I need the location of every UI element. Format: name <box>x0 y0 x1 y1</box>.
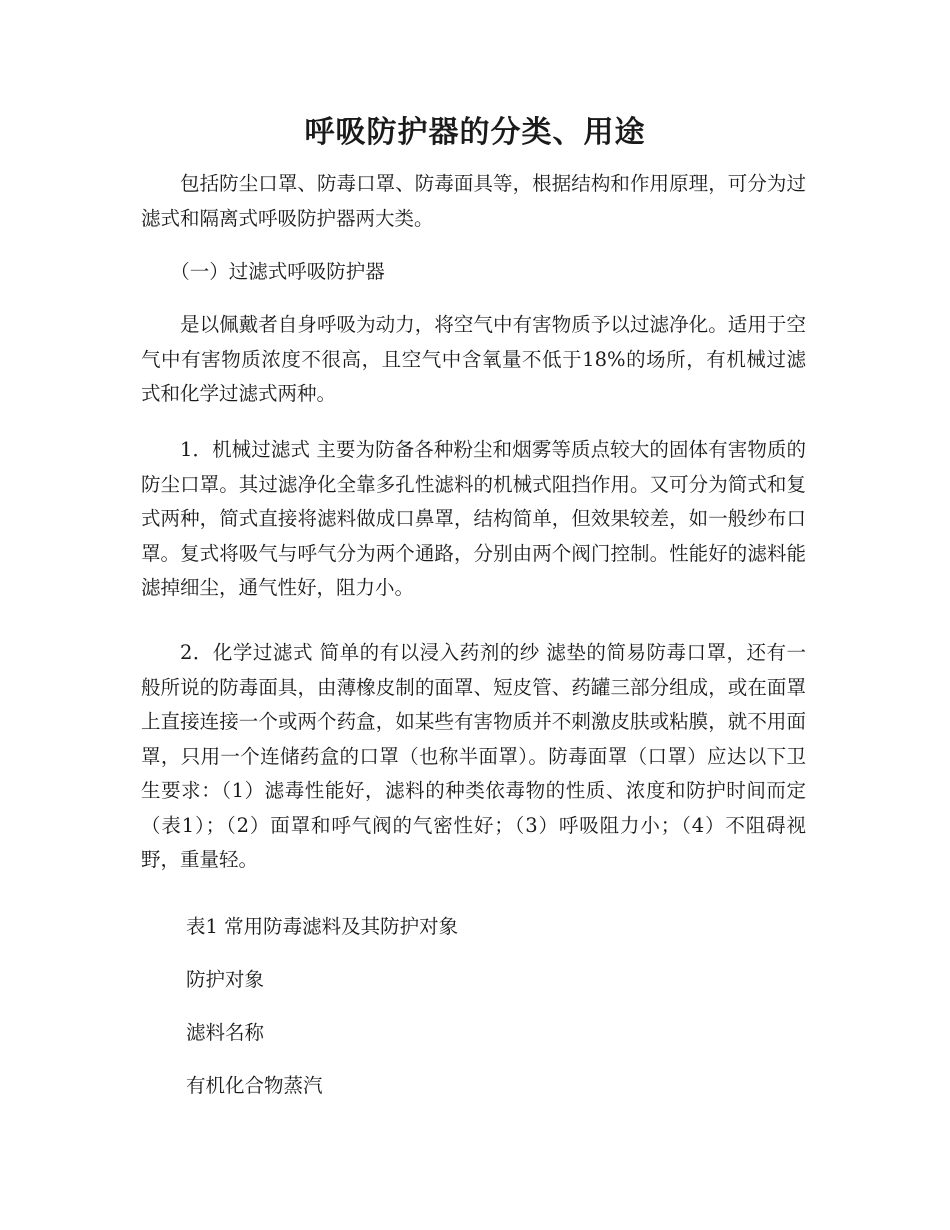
table-header-protection-target: 防护对象 <box>186 968 265 991</box>
item-mechanical-filter: 1．机械过滤式 主要为防备各种粉尘和烟雾等质点较大的固体有害物质的防尘口罩。其过滤净化全靠多孔性滤料的机械式阻挡作用。又可分为简式和复式两种，简式直接将滤料做成口鼻罩，结构简单，但效果较差，如一般纱布口罩。复式将吸气与呼气分为两个通路，分别由两个阀门控制。性能好的滤料能滤掉细尘，通气性好，阻力小。 <box>141 438 806 599</box>
table-header-filter-name: 滤料名称 <box>186 1021 265 1044</box>
section-heading-filter: （一）过滤式呼吸防护器 <box>170 260 385 283</box>
intro-paragraph: 包括防尘口罩、防毒口罩、防毒面具等，根据结构和作用原理，可分为过滤式和隔离式呼吸防护器两大类。 <box>141 172 806 230</box>
page-title: 呼吸防护器的分类、用途 <box>304 115 646 150</box>
item-chemical-filter: 2．化学过滤式 简单的有以浸入药剂的纱 滤垫的简易防毒口罩，还有一般所说的防毒面具，由薄橡皮制的面罩、短皮管、药罐三部分组成，或在面罩上直接连接一个或两个药盒，如某些有害物质并不刺激皮肤或粘膜，就不用面罩，只用一个连储药盒的口罩（也称半面罩）。防毒面罩（口罩）应达以下卫生要求：（1）滤毒性能好，滤料的种类依毒物的性质、浓度和防护时间而定（表1）；（2）面罩和呼气阀的气密性好；（3）呼吸阻力小；（4）不阻碍视野，重量轻。 <box>141 641 806 871</box>
section-body-filter: 是以佩戴者自身呼吸为动力，将空气中有害物质予以过滤净化。适用于空气中有害物质浓度不很高，且空气中含氧量不低于18%的场所，有机械过滤式和化学过滤式两种。 <box>141 313 806 405</box>
table-cell-organic-vapor: 有机化合物蒸汽 <box>186 1074 323 1097</box>
table-caption: 表1 常用防毒滤料及其防护对象 <box>186 915 459 938</box>
